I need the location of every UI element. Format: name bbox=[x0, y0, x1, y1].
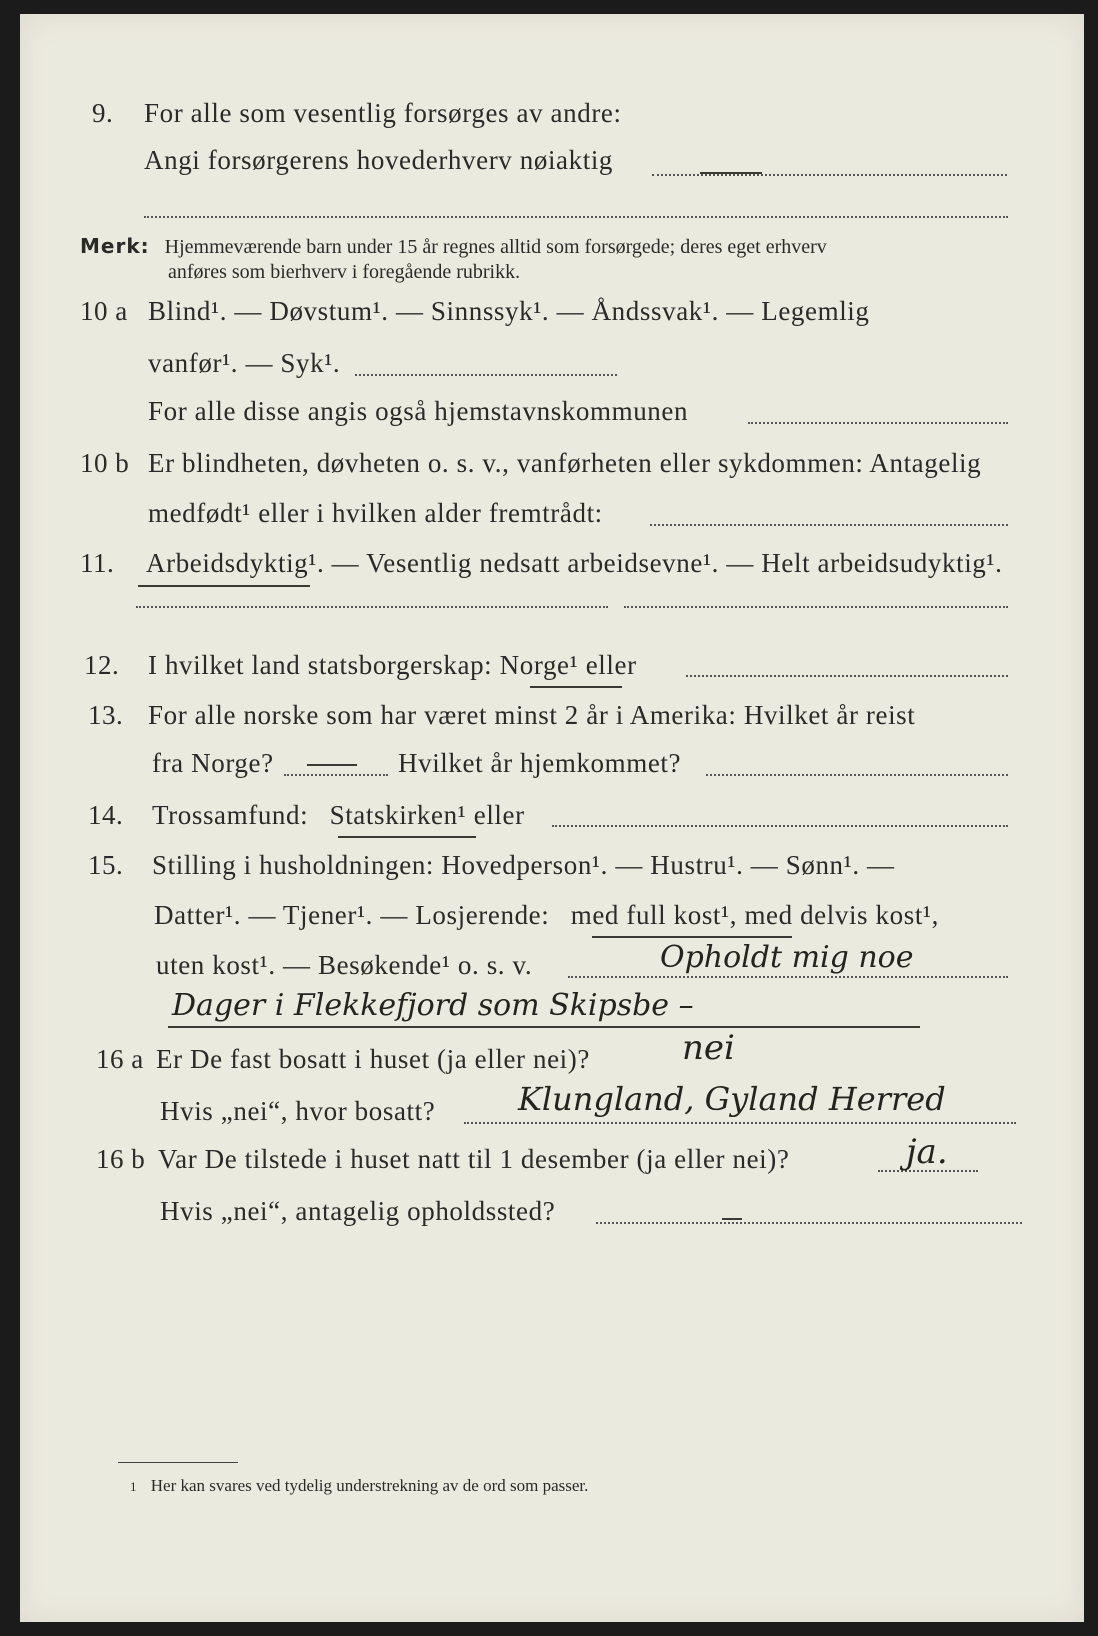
merk-text-1: Hjemmeværende barn under 15 år regnes alltid som forsørgede; deres eget erhverv bbox=[164, 236, 827, 258]
q11-number: 11. bbox=[80, 548, 115, 578]
q11-arbeidsdyktig-underline bbox=[138, 585, 310, 587]
q15-text-a: Datter¹. — Tjener¹. — Losjerende: bbox=[154, 900, 550, 930]
merk-text-2: anføres som bierhverv i foregående rubrikk. bbox=[168, 261, 521, 283]
q9-number: 9. bbox=[92, 98, 114, 128]
q16b-line2: Hvis „nei“, antagelig opholdssted? bbox=[160, 1196, 556, 1226]
q15-text-c: med delvis kost¹, bbox=[744, 900, 939, 930]
q15-number: 15. bbox=[88, 850, 124, 880]
footnote bbox=[130, 1476, 588, 1496]
q10b-line1: Er blindheten, døvheten o. s. v., vanførheten eller sykdommen: Antagelig bbox=[148, 448, 982, 478]
q16a-line2: Hvis „nei“, hvor bosatt? bbox=[160, 1096, 436, 1126]
q13-dash-mark bbox=[307, 764, 357, 766]
q10a-syk-dotline bbox=[355, 374, 617, 376]
q13-line2-a: fra Norge? bbox=[152, 748, 274, 778]
q16b-handwritten-answer: ja. bbox=[906, 1132, 948, 1172]
footnote-rule bbox=[118, 1462, 238, 1463]
q13-line1: For alle norske som har været minst 2 år i Amerika: Hvilket år reist bbox=[148, 700, 916, 730]
q11-line1: Arbeidsdyktig¹. — Vesentlig nedsatt arbeidsevne¹. — Helt arbeidsudyktig¹. bbox=[146, 548, 1003, 578]
q12-answer-dotline bbox=[686, 675, 1008, 677]
q13-hjemkommet-dotline bbox=[706, 774, 1008, 776]
q13-line2-b: Hvilket år hjemkommet? bbox=[398, 748, 682, 778]
q15-line2 bbox=[154, 900, 939, 931]
q16b-line1: Var De tilstede i huset natt til 1 desember (ja eller nei)? bbox=[158, 1144, 790, 1174]
q9-answer-dotline bbox=[652, 174, 1007, 176]
q14-line bbox=[152, 800, 525, 831]
q15-line3: uten kost¹. — Besøkende¹ o. s. v. bbox=[156, 950, 533, 980]
q11-dotline-a bbox=[136, 606, 608, 608]
q15-answer-dotline bbox=[568, 976, 1008, 978]
q10a-number: 10 a bbox=[80, 296, 128, 326]
q14-statskirken-underline bbox=[338, 836, 476, 838]
q10b-answer-dotline bbox=[650, 524, 1008, 526]
q10a-line3: For alle disse angis også hjemstavnskommunen bbox=[148, 396, 689, 426]
q13-number: 13. bbox=[88, 700, 124, 730]
q10a-kommune-dotline bbox=[748, 422, 1008, 424]
census-form-page bbox=[20, 14, 1084, 1622]
q16b-opholdssted-dotline bbox=[596, 1222, 1022, 1224]
q10a-line2: vanfør¹. — Syk¹. bbox=[148, 348, 341, 378]
merk-note-line1 bbox=[80, 234, 827, 259]
q16a-bosatt-dotline bbox=[464, 1122, 1016, 1124]
q14-number: 14. bbox=[88, 800, 124, 830]
q14-answer-dotline bbox=[552, 825, 1008, 827]
q16a-handwritten-place: Klungland, Gyland Herred bbox=[518, 1080, 946, 1118]
q15-handwritten-2: Dager i Flekkefjord som Skipsbe – bbox=[172, 988, 694, 1023]
q12-text-c: eller bbox=[585, 650, 637, 680]
q9-dash-mark bbox=[700, 172, 762, 174]
q11-dotline-b bbox=[624, 606, 1008, 608]
footnote-marker: 1 bbox=[130, 1479, 137, 1494]
q14-text-c: eller bbox=[473, 800, 525, 830]
q9-answer-dotline-2 bbox=[144, 216, 1008, 218]
q12-norge-underline bbox=[530, 686, 622, 688]
q15-full-kost-underline bbox=[592, 936, 792, 938]
q12-norge: Norge¹ bbox=[499, 650, 579, 680]
q13-reist-dotline bbox=[284, 774, 388, 776]
q14-text-a: Trossamfund: bbox=[152, 800, 309, 830]
q10b-line2: medfødt¹ eller i hvilken alder fremtrådt: bbox=[148, 498, 603, 528]
q16a-handwritten-answer: nei bbox=[682, 1028, 735, 1068]
q15-handwritten-1: Opholdt mig noe bbox=[660, 940, 914, 975]
footnote-text: Her kan svares ved tydelig understrekning av de ord som passer. bbox=[150, 1476, 589, 1495]
q12-line bbox=[148, 650, 637, 681]
q10a-line1: Blind¹. — Døvstum¹. — Sinnssyk¹. — Åndssvak¹. — Legemlig bbox=[148, 296, 870, 326]
q15-med-full-kost: med full kost¹, bbox=[570, 900, 738, 930]
q14-statskirken: Statskirken¹ bbox=[329, 800, 467, 830]
q15-line1: Stilling i husholdningen: Hovedperson¹. — Hustru¹. — Sønn¹. — bbox=[152, 850, 895, 880]
q9-line1: For alle som vesentlig forsørges av andre: bbox=[144, 98, 622, 128]
q9-line2: Angi forsørgerens hovederhverv nøiaktig bbox=[144, 145, 614, 175]
merk-label: Merk: bbox=[80, 234, 150, 258]
q12-number: 12. bbox=[84, 650, 120, 680]
q16b-number: 16 b bbox=[96, 1144, 146, 1174]
q10b-number: 10 b bbox=[80, 448, 130, 478]
q16a-number: 16 a bbox=[96, 1044, 144, 1074]
q15-handwriting-baseline bbox=[168, 1026, 920, 1028]
q12-text-a: I hvilket land statsborgerskap: bbox=[148, 650, 493, 680]
q16b-dash-mark bbox=[722, 1218, 742, 1220]
q16a-line1: Er De fast bosatt i huset (ja eller nei)? bbox=[156, 1044, 590, 1074]
